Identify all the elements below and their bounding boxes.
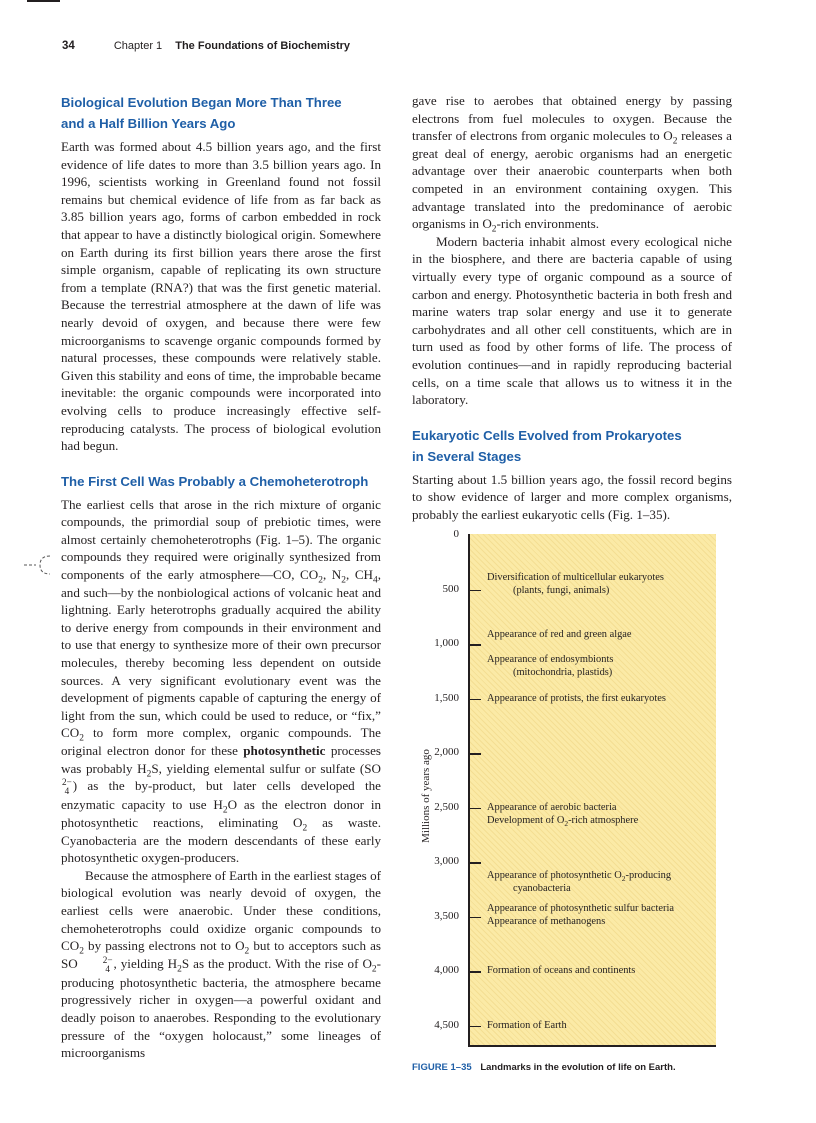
- x-axis: [468, 1045, 716, 1047]
- event-text: Appearance of photosynthetic O: [487, 870, 622, 881]
- event-text: cyanobacteria: [513, 882, 571, 894]
- text-run: -rich environments.: [496, 216, 600, 232]
- subscript: 2: [371, 964, 377, 975]
- text-run: as the electron donor in photosynthetic reactions, eliminating: [61, 797, 382, 830]
- subscript: 2: [564, 818, 569, 828]
- page-number: 34: [62, 40, 75, 52]
- tick-label: 1,500: [434, 691, 459, 704]
- formula: S: [181, 955, 190, 971]
- subscript: 2: [302, 823, 308, 834]
- tick-label: 1,000: [434, 637, 459, 649]
- y-axis-label: Millions of years ago: [420, 749, 432, 843]
- event-text: (mitochondria, plastids): [513, 666, 613, 678]
- text-run: as the product. With the rise of: [189, 955, 363, 971]
- event-text: Diversification of multicellular eukaryotes: [487, 572, 664, 583]
- formula: O: [362, 955, 372, 971]
- event-sulfur-bacteria: [487, 903, 674, 928]
- formula: H: [137, 760, 147, 776]
- subscript: 2: [222, 805, 228, 816]
- text-run: , yielding: [113, 955, 168, 971]
- formula: SO: [61, 955, 78, 971]
- event-text: Appearance of photosynthetic sulfur bacteria: [487, 903, 674, 914]
- subscript: 2: [79, 734, 84, 745]
- subscript: 2: [244, 946, 250, 957]
- axis-tick: [468, 699, 481, 701]
- tick-label: 500: [442, 582, 459, 595]
- paragraph: Modern bacteria inhabit almost every ecological niche in the biosphere, and there are bacteria capable of using virtually every type of organic compound as a source of carbon and energy. Photosynthetic bacteria in both fresh and marine waters trap solar energy and use it to generate carbohydrates and all other cell constituents, which are in turn used as food by other forms of life. The process of evolution continues—and in rapidly reproducing bacterial cells, on a time scale that allows us to witness it in the laboratory.: [412, 233, 732, 408]
- text-run: The earliest cells that arose in the rich mixture of organic compounds, the primordial soup of prebiotic times, were almost certainly chemoheterotrophs (Fig. 1–5). The organic compounds they required were originally synthesized from components of the early atmosphere—: [61, 496, 381, 583]
- axis-tick: [468, 971, 481, 973]
- heading-line: Eukaryotic Cells Evolved from Prokaryotes: [412, 427, 682, 443]
- subscript: 2: [672, 136, 678, 147]
- event-protists: [487, 693, 666, 706]
- figure-caption: [412, 1062, 676, 1073]
- event-text: Formation of Earth: [487, 1020, 567, 1031]
- text-run: ,: [322, 567, 332, 583]
- heading-line: and a Half Billion Years Ago: [61, 116, 236, 131]
- axis-tick: [468, 862, 481, 864]
- formula: N: [331, 567, 342, 583]
- text-run: , yielding elemental sulfur or sulfate (: [158, 760, 365, 776]
- event-formation-earth: [487, 1020, 567, 1033]
- subscript: 2: [491, 224, 497, 235]
- event-text: Appearance of endosymbionts: [487, 654, 614, 665]
- superscript: 2−: [102, 954, 113, 965]
- event-multicellular: [487, 572, 664, 597]
- event-text: Development of O: [487, 814, 565, 826]
- heading-line: Biological Evolution Began More Than Three: [61, 95, 342, 110]
- formula: O: [482, 216, 492, 232]
- ion-scripts: [62, 778, 72, 796]
- formula: CO: [61, 725, 80, 741]
- subscript: 4: [105, 963, 110, 974]
- chapter-title: The Foundations of Biochemistry: [175, 40, 351, 52]
- event-text: Appearance of aerobic bacteria: [487, 802, 617, 813]
- section-heading-first-cell: The First Cell Was Probably a Chemoheterotroph: [61, 473, 369, 489]
- event-endosymbionts: [487, 654, 613, 679]
- axis-tick: [468, 644, 481, 646]
- left-column: [61, 92, 381, 1062]
- event-cyanobacteria: [487, 870, 671, 895]
- running-head: [62, 40, 350, 52]
- text-run: -producing photosynthetic bacteria, the atmosphere became progressively richer in oxygen—a powerful oxidant and deadly poison to anaerobes. Responding to the evolutionary pressure of the “oxygen holocaust,” some lineages of microorganisms: [61, 955, 382, 1061]
- subscript: 2: [621, 874, 626, 884]
- formula: O: [663, 128, 673, 144]
- event-text: (plants, fungi, animals): [513, 584, 610, 596]
- event-algae: [487, 629, 632, 642]
- formula: CO: [273, 567, 292, 583]
- paragraph: [61, 496, 381, 867]
- figure-label: FIGURE 1–35: [412, 1062, 472, 1073]
- formula: CH: [354, 567, 374, 583]
- axis-tick: [468, 590, 481, 592]
- subscript: 2: [341, 575, 346, 586]
- subscript: 2: [79, 946, 84, 957]
- text-run: releases a great deal of energy, aerobic organisms had an energetic advantage over their anaerobic counterparts when both competed in an environment containing oxygen. This advantage translated into the predominance of aerobic organisms in: [412, 128, 732, 232]
- event-text: Appearance of protists, the first eukaryotes: [487, 693, 666, 704]
- formula: O: [293, 814, 303, 830]
- formula: S: [151, 760, 159, 776]
- paragraph: [61, 867, 381, 1062]
- event-text: -producing: [625, 870, 672, 881]
- event-text: Formation of oceans and continents: [487, 965, 636, 976]
- event-aerobic: [487, 802, 638, 827]
- text-run: , and such—by the nonbiological actions of volcanic heat and lightning. Early heterotrophs gradually acquired the ability to derive energy from compounds in their environment and to use that energy to synthesize more of their own precursor molecules, thereby becoming less dependent on outside sources. A very significant evolutionary event was the development of pigments capable of capturing the energy of light from the sun, which could be used to reduce, or “fix,”: [61, 567, 382, 723]
- ion-scripts: [79, 956, 113, 974]
- axis-tick: [468, 808, 481, 810]
- tick-label: 2,000: [434, 746, 459, 758]
- tick-label: 2,500: [434, 800, 459, 813]
- text-run: processes was probably: [61, 743, 381, 776]
- text-run: but to acceptors such as: [249, 938, 381, 954]
- subscript: 2: [318, 575, 323, 586]
- axis-tick: [468, 1026, 481, 1028]
- text-run: ,: [291, 567, 301, 583]
- text-run: ) as the by-product, but later cells developed the enzymatic capacity to use: [61, 778, 381, 813]
- tick-label: 3,000: [434, 855, 459, 867]
- tick-label: 3,500: [434, 909, 459, 922]
- bold-term: photosynthetic: [243, 743, 326, 758]
- axis-tick: [468, 917, 481, 919]
- event-oceans: [487, 965, 635, 978]
- text-run: gave rise to aerobes that obtained energy by passing electrons from fuel molecules to oxygen. Because the transfer of electrons from organic molecules to: [412, 93, 732, 144]
- chapter-label: Chapter 1: [113, 40, 163, 52]
- subscript: 2: [146, 769, 152, 780]
- paragraph: Starting about 1.5 billion years ago, the fossil record begins to show evidence of larger and more complex organisms, probably the earliest eukaryotic cells (Fig. 1–35).: [412, 471, 732, 522]
- formula: O: [235, 938, 245, 954]
- axis-tick: [468, 753, 481, 755]
- section-heading-eukaryotic: [412, 425, 732, 467]
- paragraph: Earth was formed about 4.5 billion years ago, and the first evidence of life dates to more than 3.5 billion years ago. In 1996, scientists working in Greenland found not fossil remains but chemical evidence of life from as far back as 3.85 billion years ago, forms of carbon embedded in rock that appear to have a distinctly biological origin. Somewhere on Earth during its first billion years there arose the first simple organism, capable of replicating its own structure from a template (RNA?) that was the first genetic material. Because the terrestrial atmosphere at the dawn of life was nearly devoid of oxygen, and because there were few microorganisms to scavenge organic compounds formed by natural processes, these compounds were relatively stable. Given this stability and eons of time, the improbable became inevitable: the organic compounds were incorporated into evolving cells to produce increasingly effective self-reproducing catalysts. The process of biological evolution had begun.: [61, 139, 381, 454]
- subscript: 4: [64, 786, 70, 797]
- formula: H: [213, 797, 223, 813]
- figure-timeline: [412, 528, 742, 1088]
- superscript: 2−: [62, 777, 72, 788]
- event-text: Appearance of methanogens: [487, 915, 606, 927]
- formula: H: [167, 955, 178, 971]
- formula: SO: [364, 760, 381, 776]
- text-run: by passing electrons not to: [83, 938, 236, 954]
- text-run: as waste. Cyanobacteria are the modern descendants of these early photosynthetic oxygen-producers.: [61, 814, 381, 866]
- tick-label: 0: [453, 528, 459, 540]
- text-run: to form more complex, organic compounds. The original electron donor for these: [61, 725, 381, 758]
- tick-label: 4,000: [434, 964, 459, 976]
- formula: CO: [61, 938, 80, 954]
- paragraph: [412, 92, 732, 233]
- subscript: 2: [177, 964, 182, 975]
- formula: O: [227, 797, 238, 813]
- subscript: 4: [373, 575, 378, 586]
- top-rule: [27, 0, 60, 2]
- event-text: Appearance of red and green algae: [487, 629, 632, 640]
- tick-label: 4,500: [434, 1018, 459, 1031]
- text-run: Because the atmosphere of Earth in the earliest stages of biological evolution was nearly devoid of oxygen, the earliest cells were anaerobic. Under these conditions, chemoheterotrophs could oxidize organic compounds to: [61, 867, 381, 936]
- section-heading-evolution: [61, 92, 381, 134]
- event-text: -rich atmosphere: [568, 814, 639, 826]
- caption-text: Landmarks in the evolution of life on Earth.: [480, 1062, 676, 1073]
- text-run: ,: [345, 567, 355, 583]
- heading-line: in Several Stages: [412, 448, 522, 464]
- formula: CO: [300, 567, 319, 583]
- right-column: [412, 92, 732, 523]
- margin-bracket-icon: [22, 552, 60, 578]
